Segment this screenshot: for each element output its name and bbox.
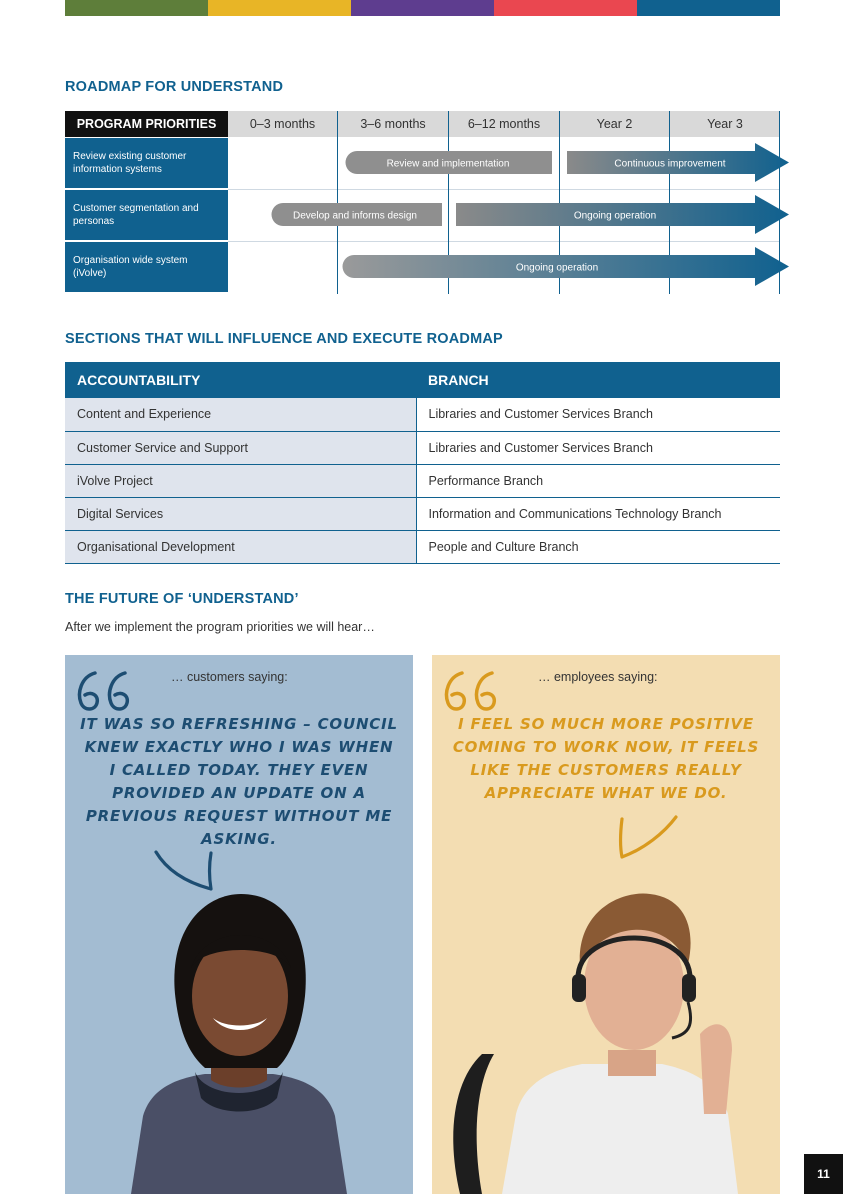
color-segment-yellow [208,0,351,16]
color-segment-purple [351,0,494,16]
accountability-cell: Organisational Development [65,530,416,563]
color-segment-red [494,0,637,16]
sections-heading: SECTIONS THAT WILL INFLUENCE AND EXECUTE ROADMAP [65,331,503,347]
customers-caption: … customers saying: [171,670,288,684]
table-row [65,431,780,464]
branch-cell: People and Culture Branch [416,530,780,563]
quote-marks-icon [440,667,510,717]
table-row [65,464,780,497]
customer-quote-panel [65,655,413,1194]
roadmap-row-label: Review existing customer information systems [65,138,228,188]
accountability-table [65,362,780,564]
bar-label: Ongoing operation [573,210,657,222]
column-header-year-2: Year 2 [560,111,669,137]
bar-label: Ongoing operation [515,262,599,274]
branch-header: BRANCH [416,362,780,398]
speech-tail-icon [614,813,684,863]
branch-cell: Performance Branch [416,464,780,497]
table-row [65,398,780,431]
roadmap-chart [65,111,780,294]
accountability-cell: Content and Experience [65,398,416,431]
quote-marks-icon [73,667,143,717]
future-intro-text: After we implement the program priorities we will hear… [65,620,375,634]
brand-color-bar [65,0,780,16]
customer-quote: IT WAS SO REFRESHING – COUNCIL KNEW EXACTLY WHO I WAS WHEN I CALLED TODAY. THEY EVEN PROVIDED AN UPDATE ON A PREVIOUS REQUEST WITHOUT ME ASKING. [80,715,398,848]
roadmap-heading: ROADMAP FOR UNDERSTAND [65,79,284,95]
future-heading: THE FUTURE OF ‘UNDERSTAND’ [65,591,299,607]
table-row [65,530,780,563]
accountability-cell: iVolve Project [65,464,416,497]
color-segment-blue [637,0,780,16]
bar-label: Review and implementation [386,158,510,170]
accountability-cell: Digital Services [65,497,416,530]
roadmap-row-label: Customer segmentation and personas [65,190,228,240]
employees-caption: … employees saying: [538,670,658,684]
accountability-cell: Customer Service and Support [65,431,416,464]
column-header-6-12-months: 6–12 months [449,111,559,137]
branch-cell: Information and Communications Technology Branch [416,497,780,530]
employee-quote: I FEEL SO MUCH MORE POSITIVE COMING TO WORK NOW, IT FEELS LIKE THE CUSTOMERS REALLY APPRECIATE WHAT WE DO. [452,715,760,802]
column-header-0-3-months: 0–3 months [228,111,337,137]
program-priorities-header: PROGRAM PRIORITIES [65,111,228,137]
branch-cell: Libraries and Customer Services Branch [416,431,780,464]
bar-label: Develop and informs design [293,210,417,222]
accountability-header: ACCOUNTABILITY [65,362,416,398]
smiling-woman-photo [65,884,413,1194]
table-row [65,497,780,530]
employee-quote-panel [432,655,780,1194]
branch-cell: Libraries and Customer Services Branch [416,398,780,431]
bar-label: Continuous improvement [614,158,726,170]
man-with-headset-photo [432,884,780,1194]
page-number: 11 [804,1154,843,1194]
color-segment-green [65,0,208,16]
column-header-3-6-months: 3–6 months [338,111,448,137]
roadmap-row-label: Organisation wide system (iVolve) [65,242,228,292]
column-header-year-3: Year 3 [670,111,780,137]
roadmap-timeline-bars [65,111,795,294]
